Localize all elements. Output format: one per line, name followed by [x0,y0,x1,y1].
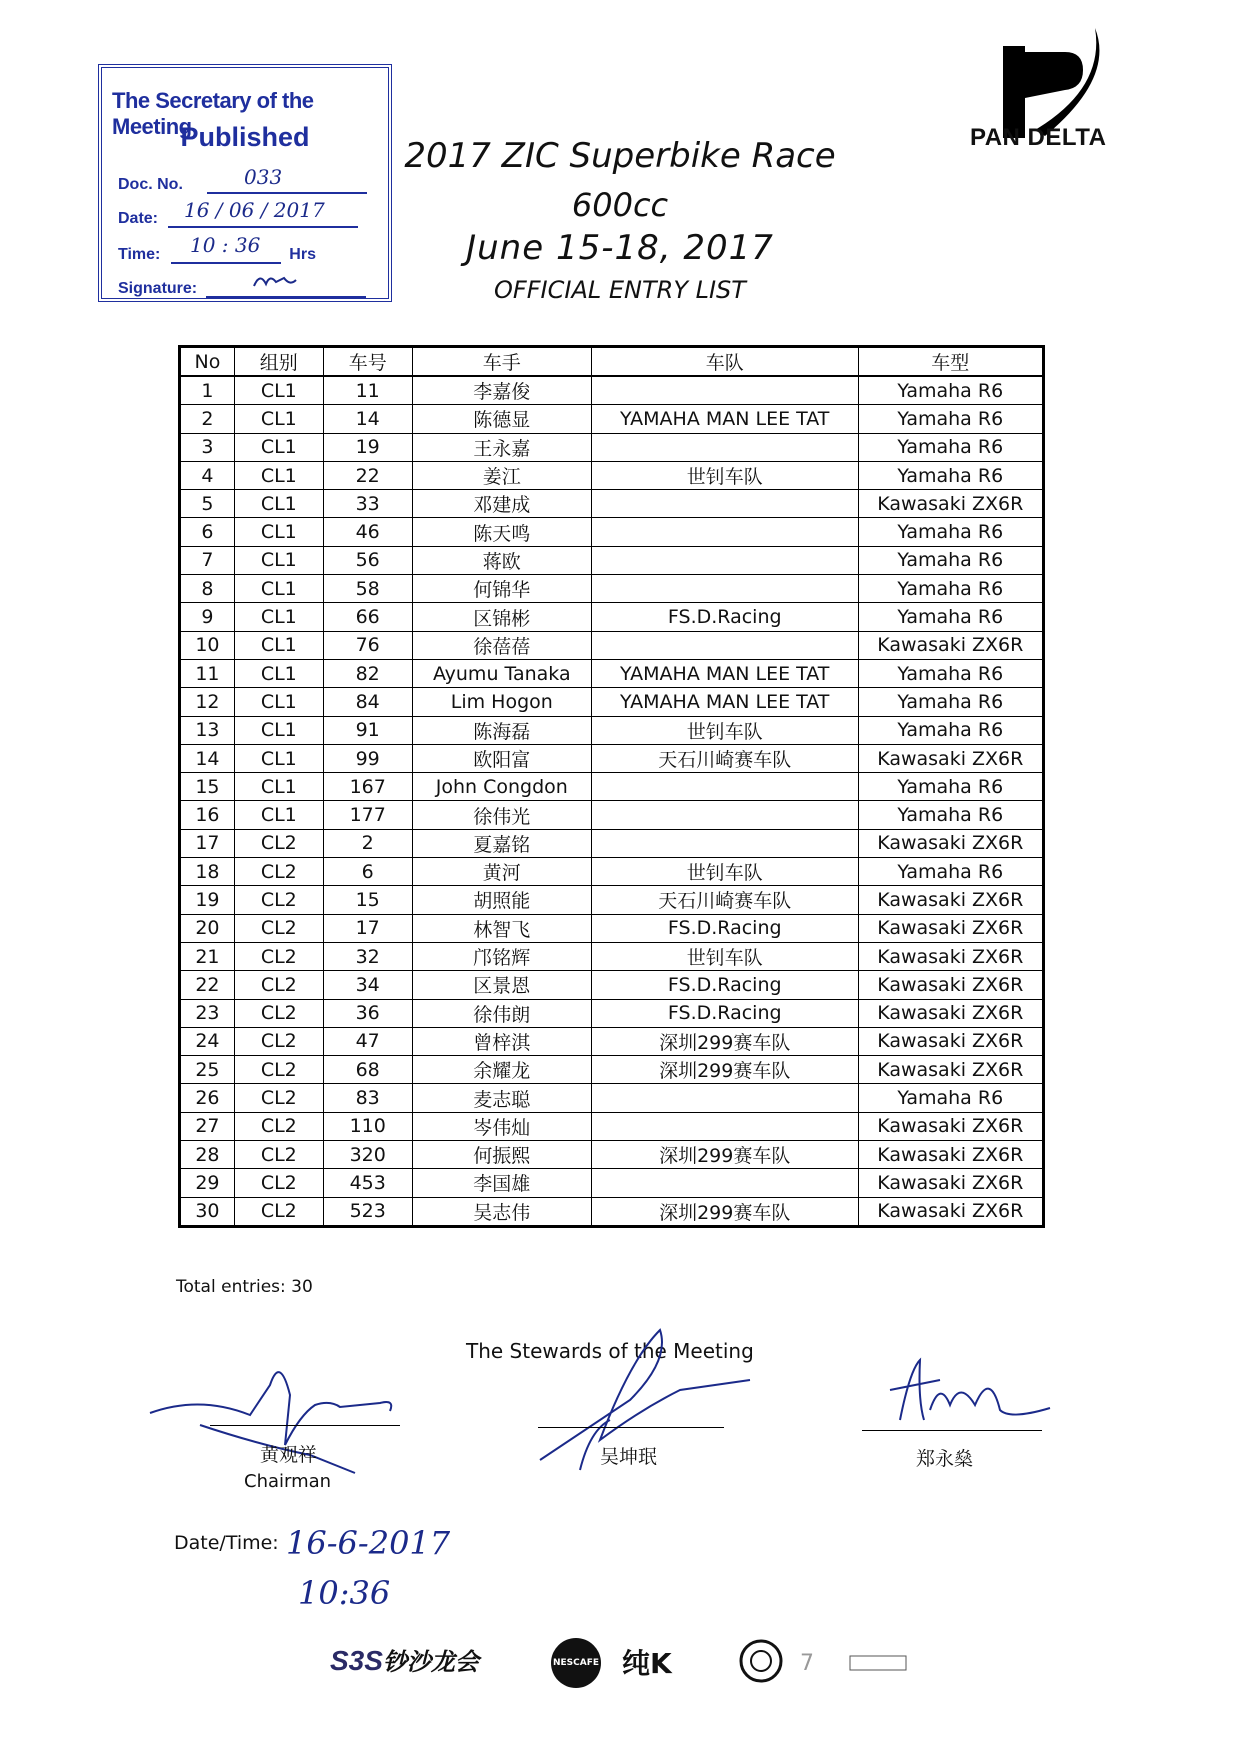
table-row [180,1084,1044,1112]
cell-group: CL1 [234,490,323,518]
cell-model: Yamaha R6 [858,433,1043,461]
stamp-date-value: 16 / 06 / 2017 [184,198,325,222]
cell-rider: 邝铭辉 [412,942,591,970]
sponsor-chunk-logo: 纯K [622,1647,672,1680]
cell-group: CL1 [234,603,323,631]
cell-team: 世钊车队 [591,942,858,970]
chairman-role: Chairman [244,1471,332,1492]
table-row [180,942,1044,970]
cell-team: 深圳299赛车队 [591,1197,858,1226]
table-row [180,490,1044,518]
cell-group: CL1 [234,716,323,744]
cell-no: 7 [180,546,235,574]
cell-group: CL2 [234,1027,323,1055]
header-group: 组别 [234,347,323,377]
cell-bike-number: 167 [323,773,412,801]
table-row [180,716,1044,744]
cell-model: Kawasaki ZX6R [858,1027,1043,1055]
table-row [180,1169,1044,1197]
cell-model: Yamaha R6 [858,376,1043,405]
cell-no: 1 [180,376,235,405]
cell-group: CL2 [234,942,323,970]
table-row [180,829,1044,857]
table-row [180,575,1044,603]
cell-bike-number: 47 [323,1027,412,1055]
cell-no: 22 [180,971,235,999]
cell-team [591,433,858,461]
cell-no: 19 [180,886,235,914]
cell-bike-number: 15 [323,886,412,914]
table-row [180,801,1044,829]
cell-model: Yamaha R6 [858,546,1043,574]
header-model: 车型 [858,347,1043,377]
table-row [180,461,1044,489]
table-row [180,914,1044,942]
cell-group: CL1 [234,744,323,772]
cell-team [591,773,858,801]
cell-no: 29 [180,1169,235,1197]
table-row [180,999,1044,1027]
steward-3-signature [880,1350,1080,1440]
cell-team: YAMAHA MAN LEE TAT [591,659,858,687]
cell-bike-number: 523 [323,1197,412,1226]
cell-no: 28 [180,1141,235,1169]
table-row [180,1141,1044,1169]
cell-no: 21 [180,942,235,970]
cell-team [591,518,858,546]
cell-bike-number: 22 [323,461,412,489]
cell-rider: 陈德显 [412,405,591,433]
stamp-signature-scribble [250,268,300,292]
cell-no: 23 [180,999,235,1027]
cell-rider: 徐伟朗 [412,999,591,1027]
cell-group: CL2 [234,829,323,857]
cell-group: CL1 [234,688,323,716]
cell-team: 世钊车队 [591,716,858,744]
table-row [180,971,1044,999]
cell-model: Yamaha R6 [858,518,1043,546]
table-row [180,1197,1044,1226]
cell-bike-number: 34 [323,971,412,999]
pan-delta-logo-text: PAN DELTA [970,124,1107,151]
cell-bike-number: 76 [323,631,412,659]
cell-bike-number: 36 [323,999,412,1027]
svg-text:7: 7 [800,1651,814,1676]
cell-bike-number: 17 [323,914,412,942]
cell-bike-number: 32 [323,942,412,970]
cell-model: Yamaha R6 [858,773,1043,801]
cell-model: Kawasaki ZX6R [858,942,1043,970]
cell-bike-number: 82 [323,659,412,687]
cell-rider: John Congdon [412,773,591,801]
cell-no: 8 [180,575,235,603]
cell-rider: 蒋欧 [412,546,591,574]
cell-model: Kawasaki ZX6R [858,631,1043,659]
cell-model: Yamaha R6 [858,716,1043,744]
datetime-time: 10:36 [298,1574,391,1612]
cell-team [591,1084,858,1112]
cell-team: FS.D.Racing [591,999,858,1027]
datetime-date: 16-6-2017 [286,1524,451,1562]
cell-model: Kawasaki ZX6R [858,886,1043,914]
cell-group: CL1 [234,405,323,433]
cell-bike-number: 110 [323,1112,412,1140]
race-class: 600cc [571,186,669,224]
cell-group: CL1 [234,631,323,659]
cell-no: 6 [180,518,235,546]
cell-team: 深圳299赛车队 [591,1056,858,1084]
cell-rider: 曾梓淇 [412,1027,591,1055]
cell-rider: 李国雄 [412,1169,591,1197]
table-row [180,405,1044,433]
cell-rider: 黄河 [412,858,591,886]
cell-team [591,829,858,857]
sponsor-s3s-logo [330,1642,480,1692]
stamp-status: Published [180,122,310,152]
cell-team: 世钊车队 [591,461,858,489]
cell-model: Yamaha R6 [858,405,1043,433]
cell-bike-number: 56 [323,546,412,574]
cell-rider: 陈海磊 [412,716,591,744]
cell-group: CL2 [234,971,323,999]
cell-group: CL1 [234,518,323,546]
total-entries: Total entries: 30 [176,1277,313,1297]
chairman-line [210,1425,400,1426]
table-row [180,688,1044,716]
cell-no: 20 [180,914,235,942]
cell-group: CL2 [234,886,323,914]
cell-rider: Ayumu Tanaka [412,659,591,687]
cell-no: 5 [180,490,235,518]
header-team: 车队 [591,347,858,377]
cell-rider: 余耀龙 [412,1056,591,1084]
header-bike-number: 车号 [323,347,412,377]
cell-team [591,575,858,603]
table-body [180,376,1044,1226]
cell-team [591,631,858,659]
cell-no: 16 [180,801,235,829]
race-subtitle: OFFICIAL ENTRY LIST [494,276,746,304]
table-row [180,744,1044,772]
cell-bike-number: 11 [323,376,412,405]
cell-rider: 徐蓓蓓 [412,631,591,659]
cell-rider: 邓建成 [412,490,591,518]
cell-model: Yamaha R6 [858,1084,1043,1112]
stamp-doc-label: Doc. No. [118,176,183,193]
cell-team [591,546,858,574]
cell-bike-number: 66 [323,603,412,631]
cell-group: CL1 [234,546,323,574]
table-row [180,1056,1044,1084]
cell-rider: 李嘉俊 [412,376,591,405]
cell-group: CL1 [234,376,323,405]
sponsor-emblem-icon [738,1638,784,1688]
cell-bike-number: 2 [323,829,412,857]
stamp-signature-label: Signature: [118,280,198,297]
sponsor-logo-right-icon [800,1648,910,1698]
cell-model: Yamaha R6 [858,659,1043,687]
cell-rider: 区景恩 [412,971,591,999]
cell-group: CL2 [234,1056,323,1084]
cell-model: Kawasaki ZX6R [858,1169,1043,1197]
cell-no: 10 [180,631,235,659]
cell-no: 2 [180,405,235,433]
cell-rider: 陈天鸣 [412,518,591,546]
table-row [180,858,1044,886]
cell-team [591,490,858,518]
cell-bike-number: 177 [323,801,412,829]
cell-group: CL2 [234,1112,323,1140]
cell-rider: 夏嘉铭 [412,829,591,857]
cell-team [591,801,858,829]
race-dates: June 15-18, 2017 [466,228,774,268]
cell-group: CL1 [234,659,323,687]
cell-model: Kawasaki ZX6R [858,829,1043,857]
cell-no: 18 [180,858,235,886]
cell-rider: Lim Hogon [412,688,591,716]
cell-team: FS.D.Racing [591,603,858,631]
cell-model: Kawasaki ZX6R [858,914,1043,942]
chairman-name: 黄观祥 [260,1444,318,1466]
cell-no: 15 [180,773,235,801]
cell-no: 27 [180,1112,235,1140]
stamp-date-label: Date: [118,210,159,227]
cell-team [591,1112,858,1140]
cell-team [591,1169,858,1197]
header-no: No [180,347,235,377]
datetime-label: Date/Time: [174,1532,279,1554]
stamp-doc-row [118,172,367,194]
cell-team: 天石川崎赛车队 [591,886,858,914]
steward-3-line [862,1430,1042,1431]
cell-model: Yamaha R6 [858,461,1043,489]
steward-2-name: 吴坤珉 [600,1446,658,1468]
stamp-time-label: Time: [118,246,161,263]
stamp-doc-line [207,172,367,194]
cell-rider: 胡照能 [412,886,591,914]
table-row [180,433,1044,461]
cell-rider: 吴志伟 [412,1197,591,1226]
stamp-time-value: 10 : 36 [190,233,261,257]
cell-group: CL2 [234,1141,323,1169]
cell-no: 3 [180,433,235,461]
cell-team: 深圳299赛车队 [591,1141,858,1169]
cell-model: Kawasaki ZX6R [858,1112,1043,1140]
steward-3-name: 郑永燊 [916,1448,974,1470]
cell-model: Kawasaki ZX6R [858,971,1043,999]
sponsor-nescafe-logo: NESCAFE [551,1638,601,1688]
stewards-title: The Stewards of the Meeting [466,1339,754,1363]
cell-model: Kawasaki ZX6R [858,1141,1043,1169]
cell-team: YAMAHA MAN LEE TAT [591,688,858,716]
table-row [180,631,1044,659]
cell-bike-number: 68 [323,1056,412,1084]
stamp-title: The Secretary of the Meeting [112,88,314,139]
cell-model: Yamaha R6 [858,575,1043,603]
cell-rider: 王永嘉 [412,433,591,461]
cell-no: 9 [180,603,235,631]
stamp-time-unit: Hrs [289,246,316,263]
cell-rider: 林智飞 [412,914,591,942]
table-row [180,886,1044,914]
table-header-row [180,347,1044,377]
cell-team: FS.D.Racing [591,914,858,942]
stamp-signature-row [118,276,366,298]
cell-rider: 区锦彬 [412,603,591,631]
table-row [180,773,1044,801]
cell-rider: 何振熙 [412,1141,591,1169]
cell-bike-number: 84 [323,688,412,716]
cell-model: Yamaha R6 [858,858,1043,886]
sponsor-s3s-cn: 钞沙龙会 [382,1649,479,1676]
cell-model: Yamaha R6 [858,801,1043,829]
table-row [180,518,1044,546]
cell-no: 12 [180,688,235,716]
cell-group: CL1 [234,433,323,461]
cell-no: 25 [180,1056,235,1084]
header-rider: 车手 [412,347,591,377]
secretary-stamp [98,64,392,302]
cell-rider: 欧阳富 [412,744,591,772]
cell-group: CL2 [234,1169,323,1197]
cell-group: CL1 [234,461,323,489]
cell-team: YAMAHA MAN LEE TAT [591,405,858,433]
table-row [180,376,1044,405]
cell-group: CL2 [234,999,323,1027]
cell-bike-number: 6 [323,858,412,886]
cell-bike-number: 46 [323,518,412,546]
cell-bike-number: 91 [323,716,412,744]
cell-model: Kawasaki ZX6R [858,490,1043,518]
cell-model: Yamaha R6 [858,688,1043,716]
cell-group: CL1 [234,575,323,603]
cell-bike-number: 99 [323,744,412,772]
cell-group: CL2 [234,1084,323,1112]
cell-bike-number: 58 [323,575,412,603]
table-row [180,546,1044,574]
stamp-doc-value: 033 [244,165,283,189]
cell-bike-number: 14 [323,405,412,433]
entry-list-table [178,345,1045,1228]
cell-group: CL2 [234,1197,323,1226]
cell-team: 深圳299赛车队 [591,1027,858,1055]
cell-group: CL1 [234,773,323,801]
cell-no: 13 [180,716,235,744]
cell-rider: 姜江 [412,461,591,489]
cell-no: 26 [180,1084,235,1112]
table-row [180,1027,1044,1055]
cell-model: Kawasaki ZX6R [858,744,1043,772]
cell-rider: 麦志聪 [412,1084,591,1112]
cell-team [591,376,858,405]
cell-model: Kawasaki ZX6R [858,1056,1043,1084]
table-row [180,659,1044,687]
cell-no: 24 [180,1027,235,1055]
cell-bike-number: 19 [323,433,412,461]
cell-group: CL1 [234,801,323,829]
cell-rider: 徐伟光 [412,801,591,829]
cell-group: CL2 [234,914,323,942]
cell-no: 14 [180,744,235,772]
steward-2-line [538,1427,724,1428]
cell-bike-number: 320 [323,1141,412,1169]
race-title: 2017 ZIC Superbike Race [404,136,836,176]
cell-team: 天石川崎赛车队 [591,744,858,772]
table-row [180,1112,1044,1140]
sponsor-s3s-text: S3S [330,1645,383,1676]
cell-model: Kawasaki ZX6R [858,1197,1043,1226]
cell-bike-number: 453 [323,1169,412,1197]
cell-model: Kawasaki ZX6R [858,999,1043,1027]
cell-team: FS.D.Racing [591,971,858,999]
cell-rider: 岑伟灿 [412,1112,591,1140]
cell-rider: 何锦华 [412,575,591,603]
table-row [180,603,1044,631]
cell-no: 30 [180,1197,235,1226]
cell-model: Yamaha R6 [858,603,1043,631]
cell-team: 世钊车队 [591,858,858,886]
cell-no: 4 [180,461,235,489]
cell-group: CL2 [234,858,323,886]
cell-no: 11 [180,659,235,687]
cell-bike-number: 33 [323,490,412,518]
cell-bike-number: 83 [323,1084,412,1112]
cell-no: 17 [180,829,235,857]
